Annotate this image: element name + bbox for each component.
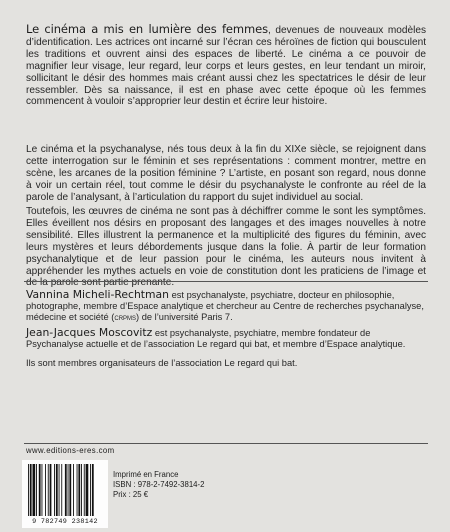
paragraph-text: Toutefois, les œuvres de cinéma ne sont pas à déchiffrer comme le sont les symptômes. Elles éveillent nos désirs en proposant des langages et des images nouvelles à notre sensibilité. Elles illustrent la permanence et la multiplicité des figures du féminin, avec leurs mystères et leurs débordements jusque dans la folie. À partir de leur formation psychanalytique et de leur passion pour le cinéma, les auteurs nous invitent à appréhender les mythes actuels en voie de constitution dont les praticiens de l’image et de la parole sont partie prenante. [26,206,426,289]
barcode-bar [69,464,71,516]
barcode-bar [77,464,78,516]
barcode-bar [30,464,32,516]
paragraph-text: Le cinéma et la psychanalyse, nés tous deux à la fin du XIXe siècle, se rejoignent dans cette interrogation sur le féminin et ses représentations : comment montrer, mettre en scène, les arcanes de la position féminine ? L’artiste, en posant son regard, nous donne à voir un certain réel, tout comme le désir du psychanalyste le confronte au réel de la parole de l’analysant, à l’articulation du rapport du sujet individuel au social. [26,144,426,203]
works-paragraph [26,206,426,289]
author2-text: est psychanalyste, psychiatre, membre fondateur de Psychanalyse actuelle et de l’association Le regard qui bat, et membre d’Espace analytique. [26,327,406,349]
barcode-bar [81,464,82,516]
author2-name: Jean-Jacques Moscovitz [26,325,153,339]
publication-info [113,470,204,500]
divider-bottom [24,443,428,444]
barcode-bar [54,464,55,516]
author-bios [26,289,428,372]
barcode-bars [22,460,108,518]
divider-top [24,281,428,282]
barcode-digits: 9 782749 238142 [32,518,98,526]
price: Prix : 25 € [113,490,149,499]
printed-in: Imprimé en France [113,470,179,479]
organizers-note: Ils sont membres organisateurs de l’association Le regard qui bat. [26,358,298,369]
author1-text-end: ) de l’université Paris 7. [136,312,233,323]
barcode-bar [56,464,58,516]
author1-abbr: crpms [114,313,137,323]
barcode-bar [59,464,60,516]
barcode-bar [90,464,91,516]
barcode-bar [61,464,62,516]
author1-bio [26,289,428,324]
barcode-bar [42,464,43,516]
barcode-bar [78,464,80,516]
barcode-bar [68,464,69,516]
barcode-bar [36,464,37,516]
author1-name: Vannina Micheli-Rechtman [26,288,170,301]
author1-text: est psychanalyste, psychiatre, docteur en philosophie, photographe, membre d’Espace analytique et chercheur au Centre de recherches psychanalyse, médecine et société ( [26,290,424,323]
barcode-bar [92,464,94,516]
cinema-psychoanalysis-paragraph [26,144,426,204]
barcode [22,460,108,528]
barcode-bar [84,464,85,516]
barcode-bar [45,464,46,516]
barcode-bar [48,464,49,516]
intro-paragraph-text: , devenues de nouveaux modèles d’identification. Les actrices ont incarné sur l’écran ces héroïnes de fiction qui bousculent les traditions et ouvrent ainsi des espaces de liberté. Le cinéma a ce pouvoir de magnifier leur visage, leur regard, leur corps et leurs gestes, en leur tendant un miroir, sollicitant le désir des hommes mais créant aussi chez les spectatrices le désir de leur ressembler. Dès sa naissance, il est en phase avec cette époque où les femmes commencent à vouloir s’approprier leur destin et écrire leur histoire. [26,25,427,108]
barcode-bar [65,464,67,516]
barcode-bar [39,464,41,516]
isbn: ISBN : 978-2-7492-3814-2 [113,480,205,489]
lead-phrase: Le cinéma a mis en lumière des femmes [26,22,268,36]
barcode-bar [86,464,89,516]
barcode-bar [28,464,29,516]
author2-bio [26,327,428,350]
barcode-bar [73,464,74,516]
barcode-bar [33,464,36,516]
barcode-bar [50,464,52,516]
intro-paragraph [26,24,426,108]
publisher-website: www.editions-eres.com [26,446,115,455]
